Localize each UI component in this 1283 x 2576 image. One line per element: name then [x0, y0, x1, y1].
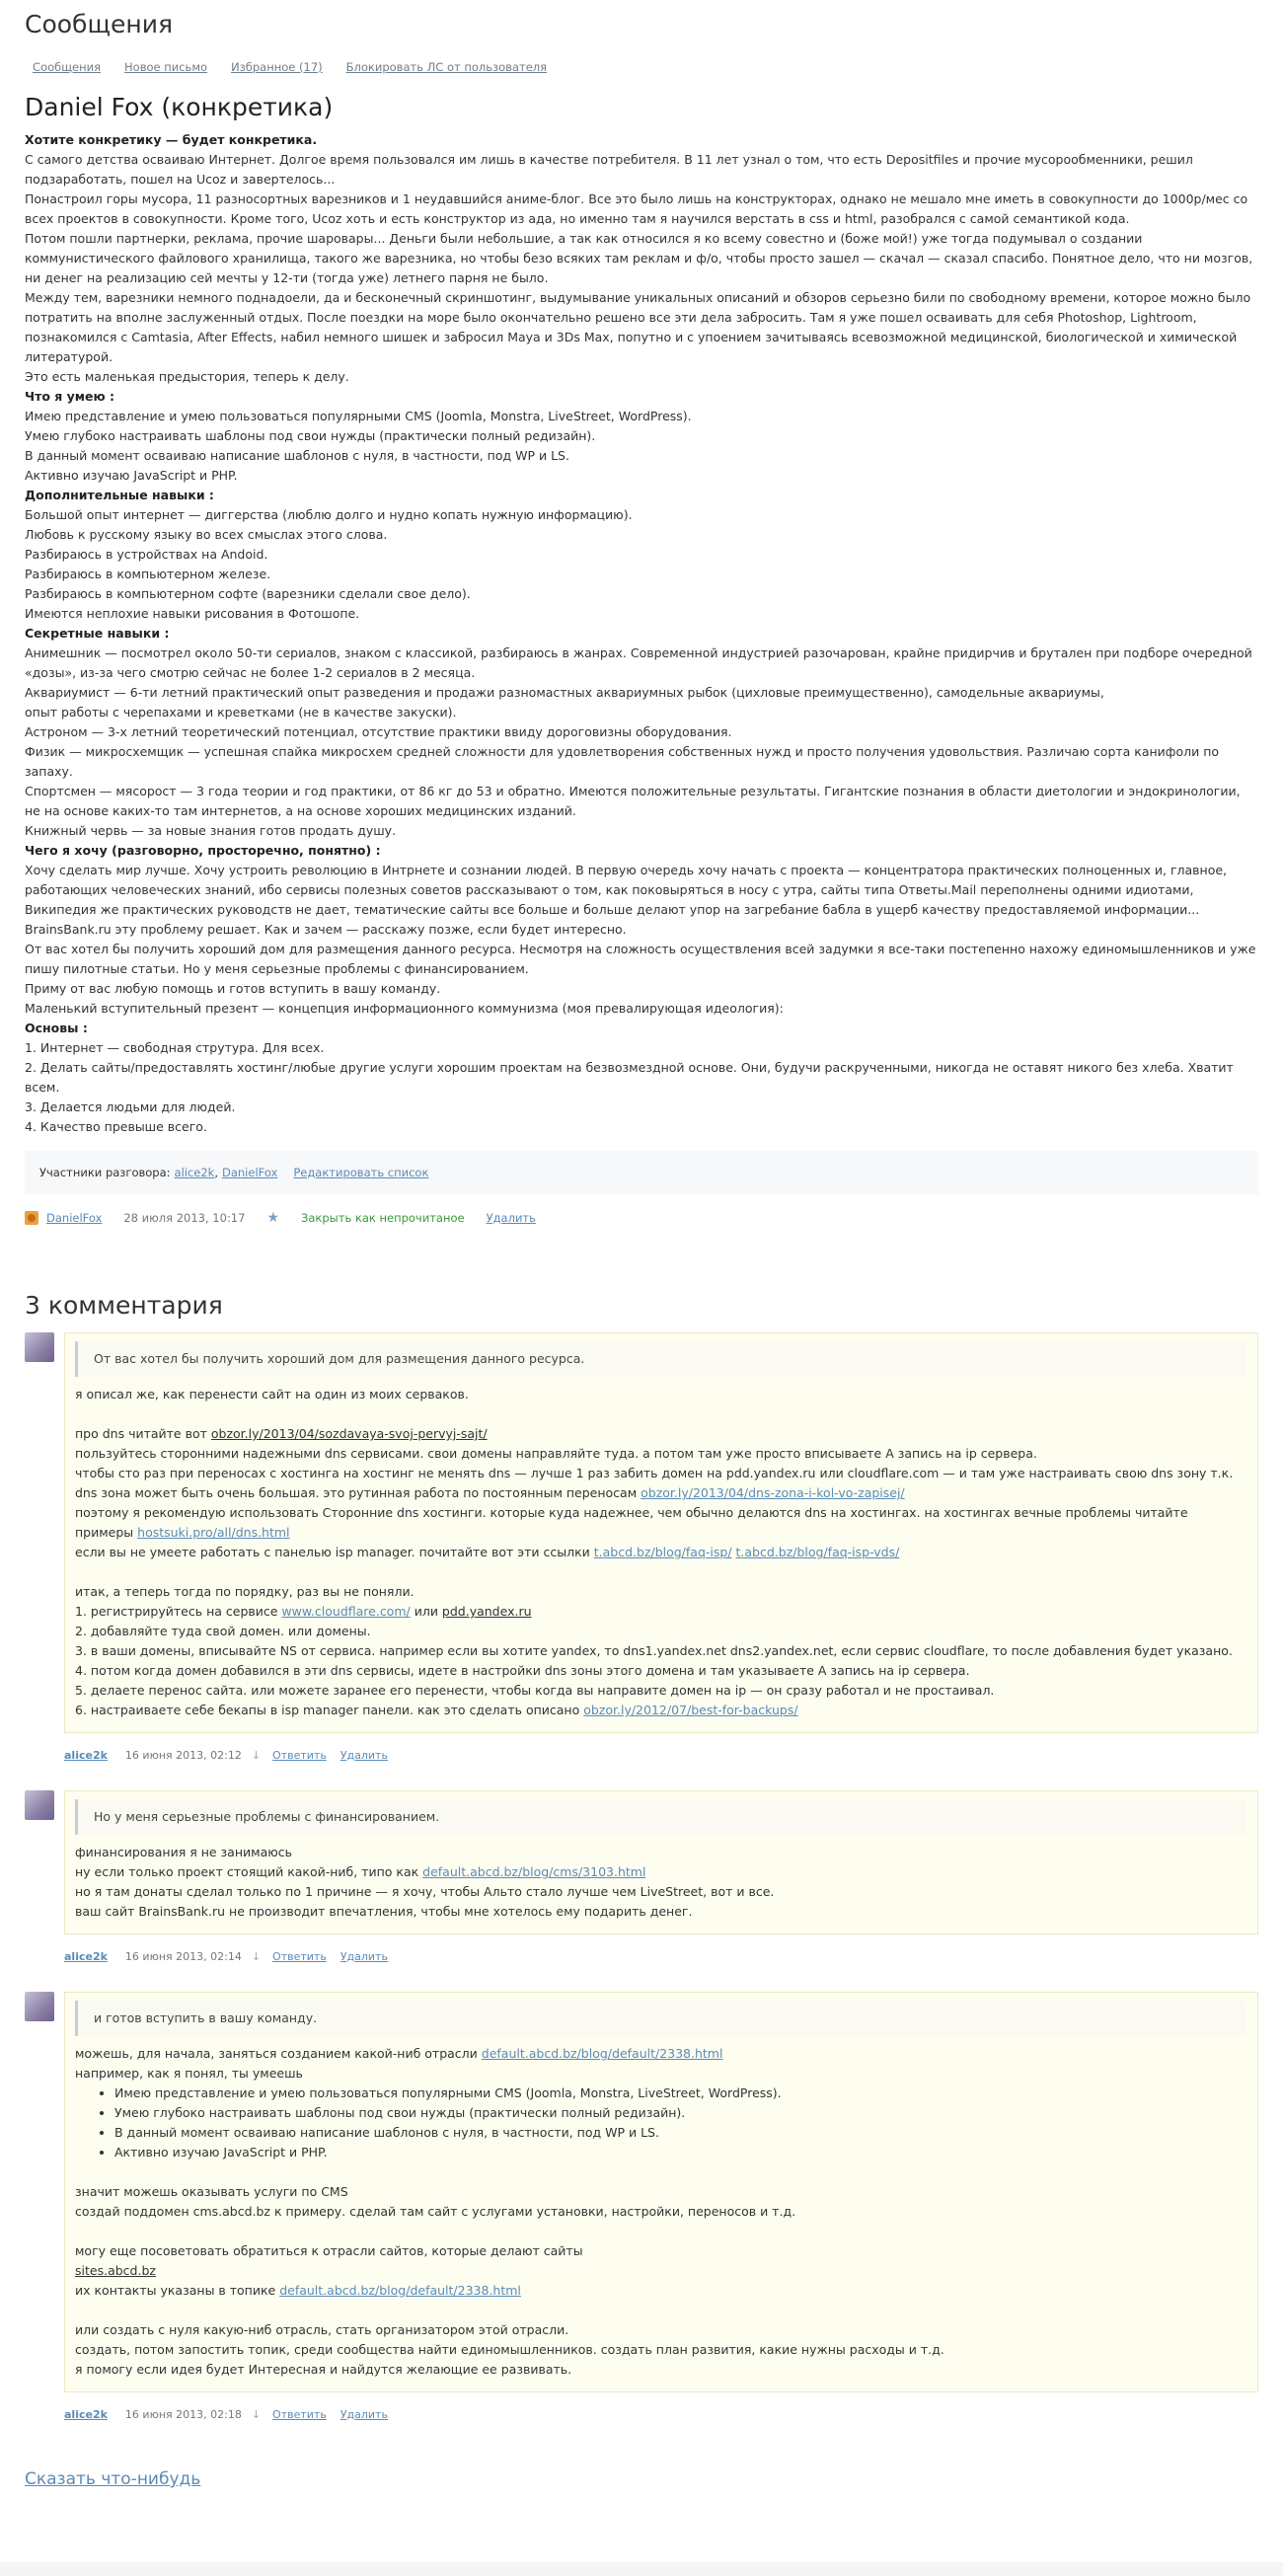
comment-date: 16 июня 2013, 02:18	[124, 2408, 242, 2421]
comment-author[interactable]: alice2k	[64, 1749, 108, 1762]
participants-label: Участники разговора:	[39, 1166, 171, 1179]
comment-link[interactable]: obzor.ly/2013/04/dns-zona-i-kol-vo-zapisej/	[641, 1485, 905, 1500]
comment-link[interactable]: pdd.yandex.ru	[441, 1604, 532, 1619]
topic-paragraph: 3. Делается людьми для людей.	[25, 1099, 236, 1114]
arrow-down-icon[interactable]: ↓	[251, 2408, 262, 2421]
section-heading: Хотите конкретику — будет конкретика.	[25, 132, 318, 147]
participant-link[interactable]: DanielFox	[221, 1166, 278, 1179]
topic-paragraph: 2. Делать сайты/предоставлять хостинг/любые другие услуги хорошим проектам на безвозмездной основе. Они, будучи раскрученными, никогда не оставят никого без хлеба. Хватит всем.	[25, 1060, 1234, 1095]
topic-paragraph: Разбираюсь в компьютерном софте (варезники сделали свое дело).	[25, 586, 471, 601]
reply-link[interactable]: Ответить	[272, 1749, 327, 1762]
section-heading: Секретные навыки :	[25, 626, 170, 641]
arrow-down-icon[interactable]: ↓	[251, 1749, 262, 1762]
comment	[25, 1992, 1258, 2424]
topic-paragraph: 1. Интернет — свободная струтура. Для всех.	[25, 1040, 325, 1055]
comment	[25, 1790, 1258, 1966]
topic-paragraph: Понастроил горы мусора, 11 разносортных варезников и 1 неудавшийся аниме-блог. Все это было лишь на конструкторах, однако не мешало мне иметь в совокупности до 1000р/мес со всех проектов в совокупности. Кроме того, Ucoz хоть и есть конструктор из ада, но именно там я научился верстать в css и html, разобрался с самой семантикой кода.	[25, 191, 1248, 226]
topic-paragraph: Разбираюсь в компьютерном железе.	[25, 567, 271, 581]
avatar[interactable]	[25, 1790, 54, 1820]
comment-link[interactable]: sites.abcd.bz	[75, 2263, 156, 2278]
subnav-new-message[interactable]: Новое письмо	[124, 60, 208, 74]
topic-paragraph: Активно изучаю JavaScript и PHP.	[25, 468, 238, 483]
subnav-block-user[interactable]: Блокировать ЛС от пользователя	[345, 60, 548, 74]
topic-paragraph: Анимешник — посмотрел около 50-ти сериалов, знаком с классикой, разбираюсь в жанрах. Современной индустрией разочарован, крайне придирчив и брутален при подборе очередной «дозы», из-за чего смотрю сейчас не более 1-2 сериалов в 2 месяца.	[25, 645, 1252, 680]
delete-topic-link[interactable]: Удалить	[486, 1211, 536, 1225]
topic-paragraph: 4. Качество превыше всего.	[25, 1119, 207, 1134]
delete-comment-link[interactable]: Удалить	[340, 2408, 388, 2421]
comment-link[interactable]: hostsuki.pro/all/dns.html	[137, 1525, 290, 1540]
comments-title: 3 комментария	[25, 1291, 223, 1320]
favourite-star-icon[interactable]: ★	[266, 1210, 280, 1226]
topic-body	[25, 130, 1258, 1137]
comment-date: 16 июня 2013, 02:12	[124, 1749, 242, 1762]
topic-author[interactable]: DanielFox	[46, 1211, 103, 1225]
comment-date: 16 июня 2013, 02:14	[124, 1950, 242, 1963]
participants-bar: Участники разговора: alice2k , DanielFox Редактировать список	[25, 1151, 1258, 1194]
subnav-favourites[interactable]: Избранное (17)	[231, 60, 323, 74]
topic-paragraph: Спортсмен — мясорост — 3 года теории и год практики, от 86 кг до 53 и обратно. Имеются положительные результаты. Гигантские познания в области диетологии и эндокринологии, не на основе каких-то там интернетов, а на основе хороших медицинских изданий.	[25, 784, 1241, 818]
comment-body: Но у меня серьезные проблемы с финансированием. финансирования я не занимаюсь ну если только проект стоящий какой-ниб, типо как default.abcd.bz/blog/cms/3103.html но я там донаты сделал только по 1 причине — я хочу, чтобы Альто стало лучше чем LiveStreet, вот и все. ваш сайт BrainsBank.ru не производит впечатления, чтобы мне хотелось ему подарить денег.	[64, 1790, 1258, 1934]
comment-link[interactable]: default.abcd.bz/blog/default/2338.html	[481, 2046, 723, 2061]
participant-link[interactable]: alice2k	[174, 1166, 215, 1179]
comment-link[interactable]: default.abcd.bz/blog/cms/3103.html	[422, 1864, 646, 1879]
section-heading: Дополнительные навыки :	[25, 488, 214, 502]
topic-paragraph: От вас хотел бы получить хороший дом для размещения данного ресурса. Несмотря на сложность осуществления всей задумки я все-таки постепенно нахожу единомышленников и уже пишу пилотные статьи. Но у меня серьезные проблемы с финансированием.	[25, 942, 1256, 976]
topic-paragraph: Хочу сделать мир лучше. Хочу устроить революцию в Интрнете и сознании людей. В первую очередь хочу начать с проекта — концентратора практических полноценных и, главное, работающих человеческих знаний, ибо сервисы полезных советов рассказывают о том, как поковыряться в носу с утра, сайты типа Ответы.Mail переполнены одними идиотами, Википедия же практических руководств не дает, тематические сайты все больше и больше делают упор на загребание бабла в ущерб качеству предоставляемой информации...	[25, 863, 1228, 917]
subnav	[25, 57, 1258, 77]
comment	[25, 1332, 1258, 1765]
section-heading: Чего я хочу (разговорно, просторечно, понятно) :	[25, 843, 381, 858]
comment-meta	[64, 1747, 1258, 1765]
say-something-link[interactable]: Сказать что-нибудь	[25, 2469, 201, 2489]
comment-meta	[64, 1948, 1258, 1966]
topic-paragraph: В данный момент осваиваю написание шаблонов с нуля, в частности, под WP и LS.	[25, 448, 569, 463]
avatar[interactable]	[25, 1332, 54, 1362]
topic-paragraph: Аквариумист — 6-ти летний практический опыт разведения и продажи разномастных аквариумных рыбок (цихловые преимущественно), самодельные аквариумы,	[25, 685, 1104, 700]
topic-date: 28 июля 2013, 10:17	[123, 1211, 246, 1225]
reply-link[interactable]: Ответить	[272, 2408, 327, 2421]
list-item: • В данный момент осваиваю написание шаблонов с нуля, в частности, под WP и LS.	[114, 2123, 1245, 2143]
comment-body: От вас хотел бы получить хороший дом для размещения данного ресурса. я описал же, как перенести сайт на один из моих серваков. про dns читайте вот obzor.ly/2013/04/sozdavaya-svoj-pervyj-sajt/ пользуйтесь сторонними надежными dns сервисами. свои домены направляйте туда. а потом там уже просто вписываете A запись на ip сервера. чтобы сто раз при переносах с хостинга на хостинг не менять dns — лучше 1 раз забить домен на pdd.yandex.ru или cloudflare.com — и там уже настраивать свою dns зону т.к. dns зона может быть очень большая. это рутинная работа по постоянным переносам obzor.ly/2013/04/dns-zona-i-kol-vo-zapisej/ поэтому я рекомендую использовать Сторонние dns хостинги. которые куда надежнее, чем обычно делаются dns на хостингах. на хостингах вечные проблемы читайте примеры hostsuki.pro/all/dns.html если вы не умеете работать с панелью isp manager. почитайте вот эти ссылки t.abcd.bz/blog/faq-isp/ t.abcd.bz/blog/faq-isp-vds/ итак, а теперь тогда по порядку, раз вы не поняли. 1. регистрируйтесь на сервисе www.cloudflare.com/ или pdd.yandex.ru 2. добавляйте туда свой домен. или домены. 3. в ваши домены, вписывайте NS от сервиса. например если вы хотите yandex, то dns1.yandex.net dns2.yandex.net, если сервис cloudflare, то после добавления будет указано. 4. потом когда домен добавился в эти dns сервисы, идете в настройки dns зоны этого домена и там указываете A запись на ip сервера. 5. делаете перенос сайта. или можете заранее его перенести, чтобы когда вы направите домен на ip — он сразу работал и не простаивал. 6. настраиваете себе бекапы в isp manager панели. как это сделать описано obzor.ly/2012/07/best-for-backups/	[64, 1332, 1258, 1733]
topic-paragraph: С самого детства осваиваю Интернет. Долгое время пользовался им лишь в качестве потребителя. В 11 лет узнал о том, что есть Depositfiles и прочие мусорообменники, решил подзаработать, пошел на Ucoz и завертелось...	[25, 152, 1193, 187]
topic-paragraph: Маленький вступительный презент — концепция информационного коммунизма (моя превалирующая идеология):	[25, 1001, 784, 1016]
edit-participants-link[interactable]: Редактировать список	[293, 1166, 429, 1179]
comment-meta	[64, 2406, 1258, 2424]
comment-link[interactable]: default.abcd.bz/blog/default/2338.html	[279, 2283, 521, 2298]
comment-link[interactable]: t.abcd.bz/blog/faq-isp/	[593, 1545, 732, 1559]
comment-author[interactable]: alice2k	[64, 1950, 108, 1963]
subnav-messages[interactable]: Сообщения	[33, 60, 102, 74]
comment-text: я описал же, как перенести сайт на один из моих серваков.	[75, 1387, 469, 1402]
section-heading: Что я умею :	[25, 389, 115, 404]
avatar[interactable]	[25, 1992, 54, 2021]
comment-author[interactable]: alice2k	[64, 2408, 108, 2421]
mark-unread-link[interactable]: Закрыть как непрочитаное	[301, 1211, 465, 1225]
delete-comment-link[interactable]: Удалить	[340, 1950, 388, 1963]
topic-paragraph: опыт работы с черепахами и креветками (не в качестве закуски).	[25, 705, 457, 720]
topic-paragraph: Большой опыт интернет — диггерства (люблю долго и нудно копать нужную информацию).	[25, 507, 633, 522]
list-item: • Активно изучаю JavaScript и PHP.	[114, 2143, 1245, 2162]
comment-link[interactable]: obzor.ly/2012/07/best-for-backups/	[583, 1703, 798, 1717]
arrow-down-icon[interactable]: ↓	[251, 1950, 262, 1963]
page-title: Сообщения	[25, 10, 174, 38]
list-item: • Умею глубоко настраивать шаблоны под свои нужды (практически полный редизайн).	[114, 2103, 1245, 2123]
topic-paragraph: Физик — микросхемщик — успешная спайка микросхем средней сложности для удовлетворения собственных нужд и просто получения удовольствия. Различаю сорта канифоли по запаху.	[25, 744, 1220, 779]
topic-paragraph: Потом пошли партнерки, реклама, прочие шаровары... Деньги были небольшие, а так как относился я ко всему совестно и (боже мой!) уже тогда подумывал о создании коммунистического файлового хранилища, такого же варезника, но чтобы безо всяких там реклам и ф/о, чтобы просто зашел — скачал — сказал спасибо. Понятное дело, что ни мозгов, ни денег на реализацию сей мечты у 12-ти (тогда уже) летнего парня не было.	[25, 231, 1253, 285]
footer-divider	[0, 2562, 1283, 2576]
section-heading: Основы :	[25, 1021, 88, 1035]
topic-paragraph: Имеются неплохие навыки рисования в Фотошопе.	[25, 606, 360, 621]
comment-quote: От вас хотел бы получить хороший дом для размещения данного ресурса.	[75, 1341, 1245, 1377]
topic-paragraph: Умею глубоко настраивать шаблоны под свои нужды (практически полный редизайн).	[25, 428, 596, 443]
topic-paragraph: Разбираюсь в устройствах на Andoid.	[25, 547, 268, 562]
comment-link[interactable]: obzor.ly/2013/04/sozdavaya-svoj-pervyj-sajt/	[210, 1426, 488, 1441]
topic-paragraph: Имею представление и умею пользоваться популярными CMS (Joomla, Monstra, LiveStreet, WordPress).	[25, 409, 692, 423]
topic-title: Daniel Fox (конкретика)	[25, 93, 334, 121]
list-item: • Имею представление и умею пользоваться популярными CMS (Joomla, Monstra, LiveStreet, WordPress).	[114, 2084, 1245, 2103]
reply-link[interactable]: Ответить	[272, 1950, 327, 1963]
topic-paragraph: Это есть маленькая предыстория, теперь к делу.	[25, 369, 349, 384]
topic-info	[25, 1208, 1258, 1228]
topic-paragraph: Приму от вас любую помощь и готов вступить в вашу команду.	[25, 981, 441, 996]
topic-paragraph: Между тем, варезники немного поднадоели, да и бесконечный скриншотинг, выдумывание уникальных описаний и обзоров серьезно били по свободному времени, которое можно было потратить на вполне заслуженный отдых. После поездки на море было окончательно решено все эти дела забросить. Там я уже пошел осваивать для себя Photoshop, Lightroom, познакомился с Camtasia, After Effects, набил немного шишек и забросил Maya и 3Ds Max, попутно и с упоением зачитываясь всевозможной медицинской, биологической и химической литературой.	[25, 290, 1251, 364]
skills-list	[75, 2084, 1245, 2162]
topic-paragraph: Астроном — 3-х летний теоретический потенциал, отсутствие практики ввиду дороговизны оборудования.	[25, 724, 732, 739]
comment-body: и готов вступить в вашу команду. можешь, для начала, заняться созданием какой-ниб отрасли default.abcd.bz/blog/default/2338.html например, как я понял, ты умеешь • Имею представление и умею пользоваться популярными CMS (Joomla, Monstra, LiveStreet, WordPress). • Умею глубоко настраивать шаблоны под свои нужды (практически полный редизайн). • В данный момент осваиваю написание шаблонов с нуля, в частности, под WP и LS. • Активно изучаю JavaScript и PHP. значит можешь оказывать услуги по CMS создай поддомен cms.abcd.bz к примеру. сделай там сайт с услугами установки, настройки, переносов и т.д. могу еще посоветовать обратиться к отрасли сайтов, которые делают сайты sites.abcd.bz их контакты указаны в топике default.abcd.bz/blog/default/2338.html или создать с нуля какую-ниб отрасль, стать организатором этой отрасли. создать, потом запостить топик, среди сообщества найти единомышленников. создать план развития, какие нужны расходы и т.д. я помогу если идея будет Интересная и найдутся желающие ее развивать.	[64, 1992, 1258, 2392]
topic-paragraph: BrainsBank.ru эту проблему решает. Как и зачем — расскажу позже, если будет интересно.	[25, 922, 627, 937]
topic-paragraph: Книжный червь — за новые знания готов продать душу.	[25, 823, 397, 838]
topic-paragraph: Любовь к русскому языку во всех смыслах этого слова.	[25, 527, 388, 542]
comment-link[interactable]: www.cloudflare.com/	[281, 1604, 411, 1619]
comment-quote: и готов вступить в вашу команду.	[75, 2001, 1245, 2036]
comment-quote: Но у меня серьезные проблемы с финансированием.	[75, 1799, 1245, 1835]
comment-link[interactable]: t.abcd.bz/blog/faq-isp-vds/	[735, 1545, 900, 1559]
user-icon	[25, 1211, 38, 1225]
delete-comment-link[interactable]: Удалить	[340, 1749, 388, 1762]
